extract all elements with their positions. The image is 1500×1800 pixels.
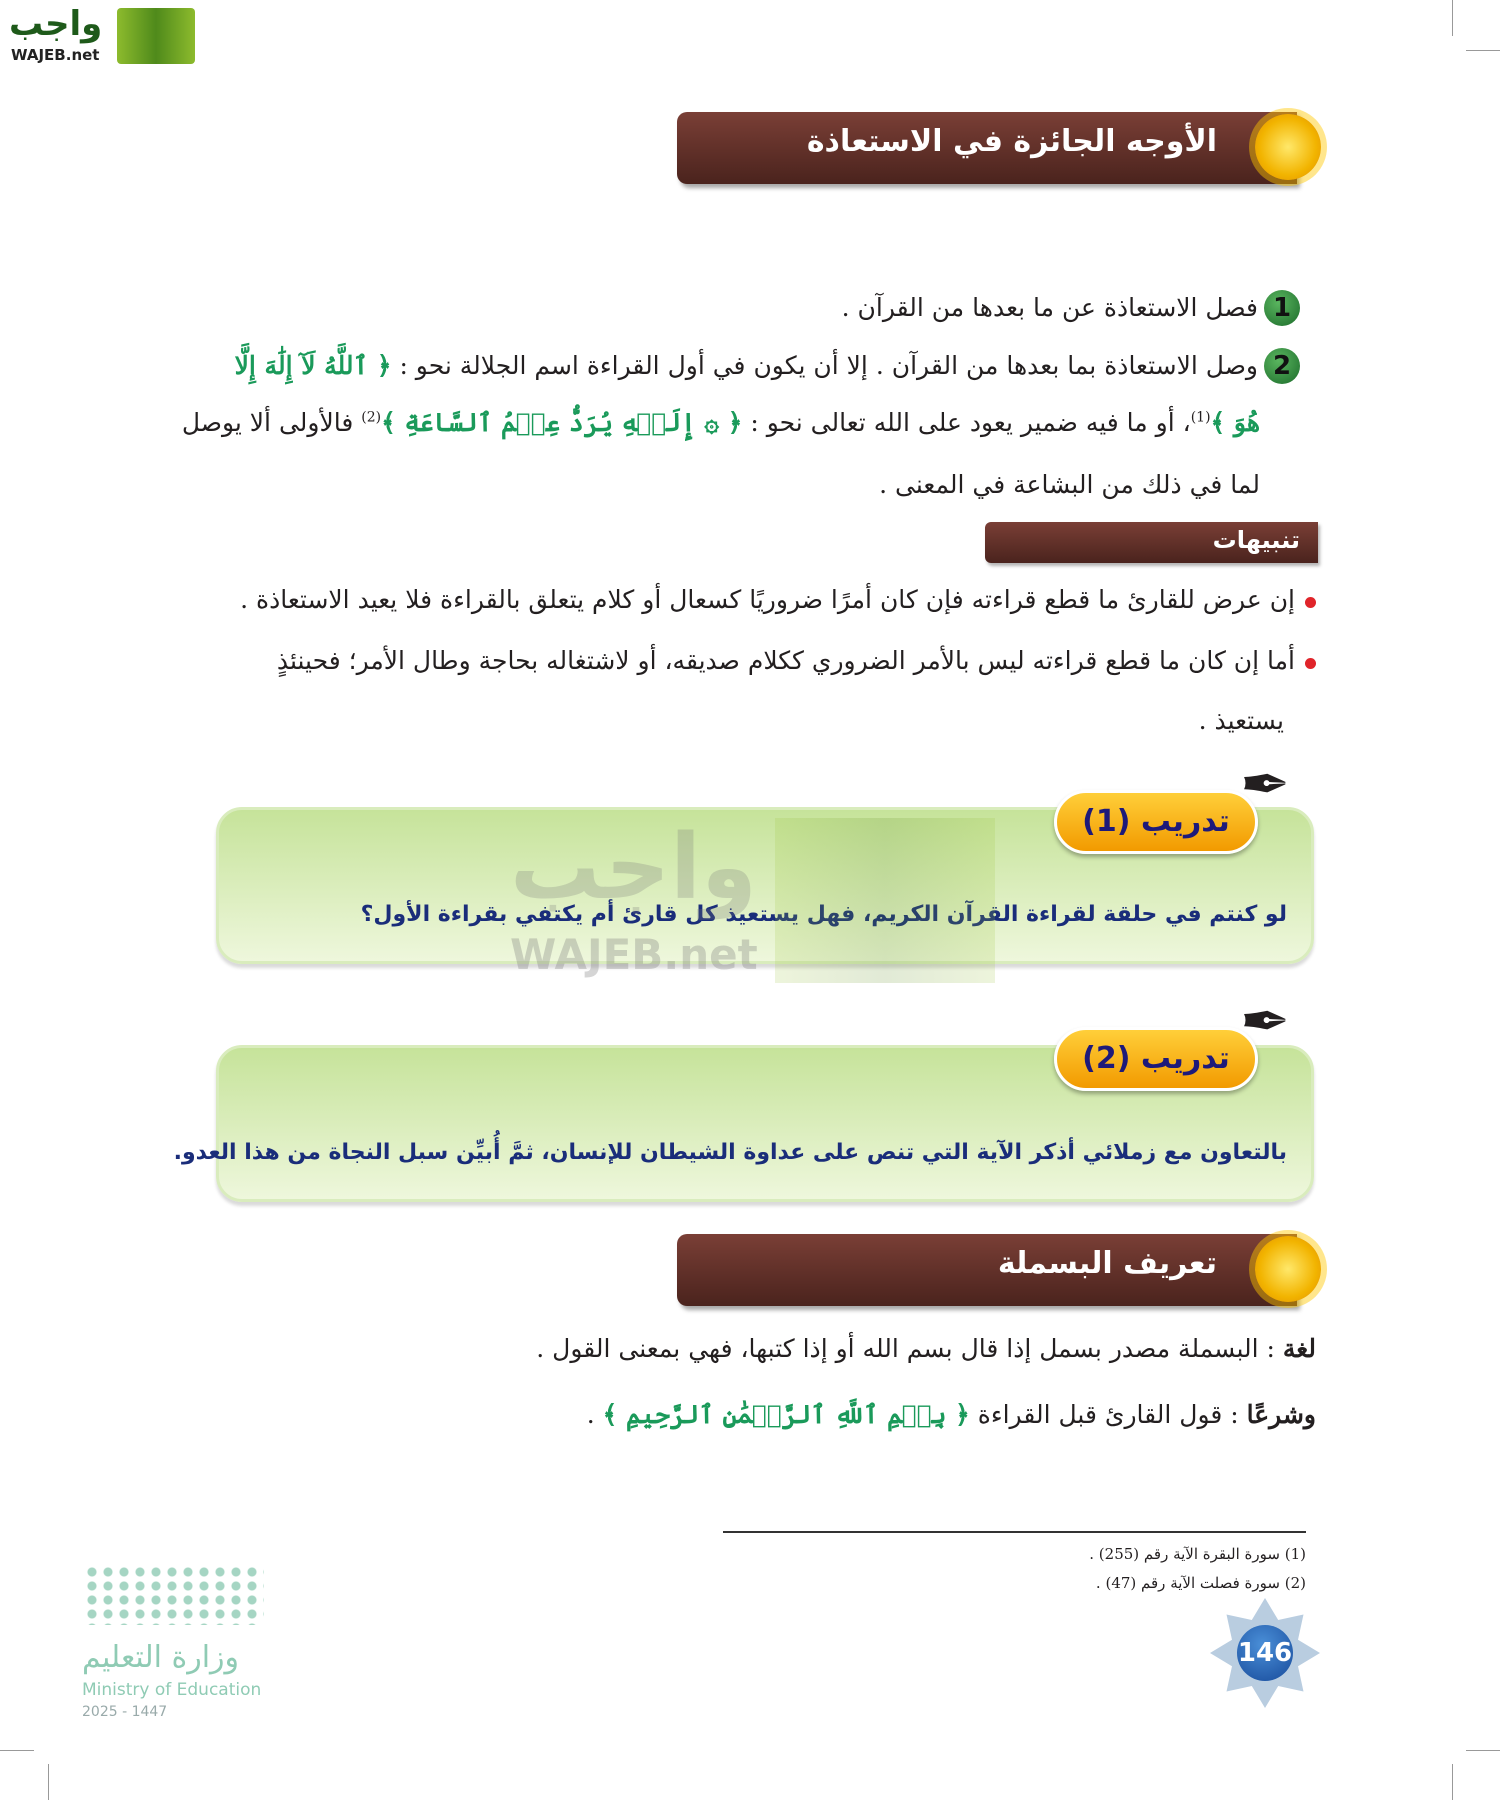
training-question: لو كنتم في حلقة لقراءة القرآن الكريم، فهل يستعيذ كل قارئ أم يكتفي بقراءة الأول؟ — [360, 902, 1287, 927]
watermark-arabic: واجب — [510, 815, 757, 920]
sun-icon — [1255, 1236, 1321, 1302]
footnote: (1) سورة البقرة الآية رقم (255) . — [1089, 1545, 1306, 1563]
pen-book-icon: ✒ — [1240, 750, 1291, 820]
bullet-icon — [1305, 597, 1316, 608]
item-text: وصل الاستعاذة بما بعدها من القرآن . إلا أن يكون في أول القراءة اسم الجلالة نحو : — [399, 351, 1258, 380]
training-question: بالتعاون مع زملائي أذكر الآية التي تنص على عداوة الشيطان للإنسان، ثمَّ أُبيِّن سبل النجاة من هذا العدو. — [173, 1140, 1287, 1165]
period: . — [586, 1400, 595, 1429]
wajeb-logo[interactable] — [9, 4, 189, 66]
crop-mark — [1452, 1764, 1453, 1800]
watermark-book-icon — [775, 818, 995, 983]
ministry-english: Ministry of Education — [82, 1680, 262, 1700]
watermark-latin: WAJEB.net — [510, 930, 758, 979]
item-text: ، أو ما فيه ضمير يعود على الله تعالى نحو : — [750, 408, 1191, 437]
section-title: تعريف البسملة — [997, 1246, 1217, 1281]
section-title: الأوجه الجائزة في الاستعاذة — [806, 124, 1217, 159]
notes-header — [985, 522, 1318, 563]
list-item — [235, 348, 1300, 384]
bullet-item — [277, 646, 1316, 675]
bullet-text: أما إن كان ما قطع قراءته ليس بالأمر الضروري ككلام صديقه، أو لاشتغاله بحاجة وطال الأمر؛ فحينئذٍ — [276, 646, 1295, 675]
notes-title: تنبيهات — [1212, 526, 1300, 554]
quran-verse: ﴿ ٱللَّهُ لَآ إِلَٰهَ إِلَّا — [234, 351, 392, 380]
list-item-continued — [182, 408, 1260, 437]
footnote-ref[interactable]: (2) — [361, 409, 382, 426]
book-icon — [117, 8, 195, 64]
logo-latin: WAJEB.net — [11, 46, 100, 64]
crop-mark — [1466, 50, 1500, 51]
item-text: لما في ذلك من البشاعة في المعنى . — [879, 470, 1260, 499]
bullet-item — [240, 585, 1316, 614]
definition-text: : قول القارئ قبل القراءة — [977, 1400, 1239, 1429]
definition-lang — [536, 1334, 1316, 1363]
bullet-text: إن عرض للقارئ ما قطع قراءته فإن كان أمرًا ضروريًا كسعال أو كلام يتعلق بالقراءة فلا يعيد الاستعاذة . — [240, 585, 1295, 614]
quran-verse: ﴿ ۞ إِلَيۡهِ يُرَدُّ عِلۡمُ ٱلسَّاعَةِ ﴾ — [381, 408, 743, 437]
page-number: 146 — [1237, 1625, 1293, 1681]
bullet-text: يستعيذ . — [1198, 706, 1284, 735]
crop-mark — [0, 1750, 34, 1751]
ministry-dots-icon — [84, 1565, 264, 1625]
training-label: تدريب (1) — [1054, 790, 1258, 854]
quran-verse: ﴿ بِسۡمِ ٱللَّهِ ٱلرَّحۡمَٰنِ ٱلرَّحِيمِ ﴾ — [602, 1400, 970, 1429]
bullet-icon — [1305, 658, 1316, 669]
item-text: فصل الاستعاذة عن ما بعدها من القرآن . — [841, 293, 1258, 322]
crop-mark — [1466, 1750, 1500, 1751]
quran-verse: هُوَ ﴾ — [1210, 408, 1260, 437]
ministry-arabic: وزارة التعليم — [82, 1640, 240, 1675]
crop-mark — [48, 1764, 49, 1800]
footnote: (2) سورة فصلت الآية رقم (47) . — [1095, 1574, 1306, 1592]
definition-label: لغة — [1282, 1334, 1316, 1363]
footnote-divider — [723, 1531, 1306, 1533]
list-item — [842, 290, 1300, 326]
number-badge: 1 — [1264, 290, 1300, 326]
logo-arabic: واجب — [9, 4, 103, 44]
definition-shar — [587, 1400, 1316, 1429]
section-header-basmala — [677, 1234, 1297, 1306]
definition-label: وشرعًا — [1246, 1400, 1316, 1429]
crop-mark — [1452, 0, 1453, 36]
training-label: تدريب (2) — [1054, 1027, 1258, 1091]
pen-book-icon: ✒ — [1240, 987, 1291, 1057]
number-badge: 2 — [1264, 348, 1300, 384]
ministry-year: 2025 - 1447 — [82, 1704, 168, 1720]
item-text: فالأولى ألا يوصل — [181, 408, 354, 437]
footnote-ref[interactable]: (1) — [1190, 409, 1211, 426]
section-header-isti'adha — [677, 112, 1297, 184]
sun-icon — [1255, 114, 1321, 180]
definition-text: : البسملة مصدر بسمل إذا قال بسم الله أو إذا كتبها، فهي بمعنى القول . — [536, 1334, 1275, 1363]
